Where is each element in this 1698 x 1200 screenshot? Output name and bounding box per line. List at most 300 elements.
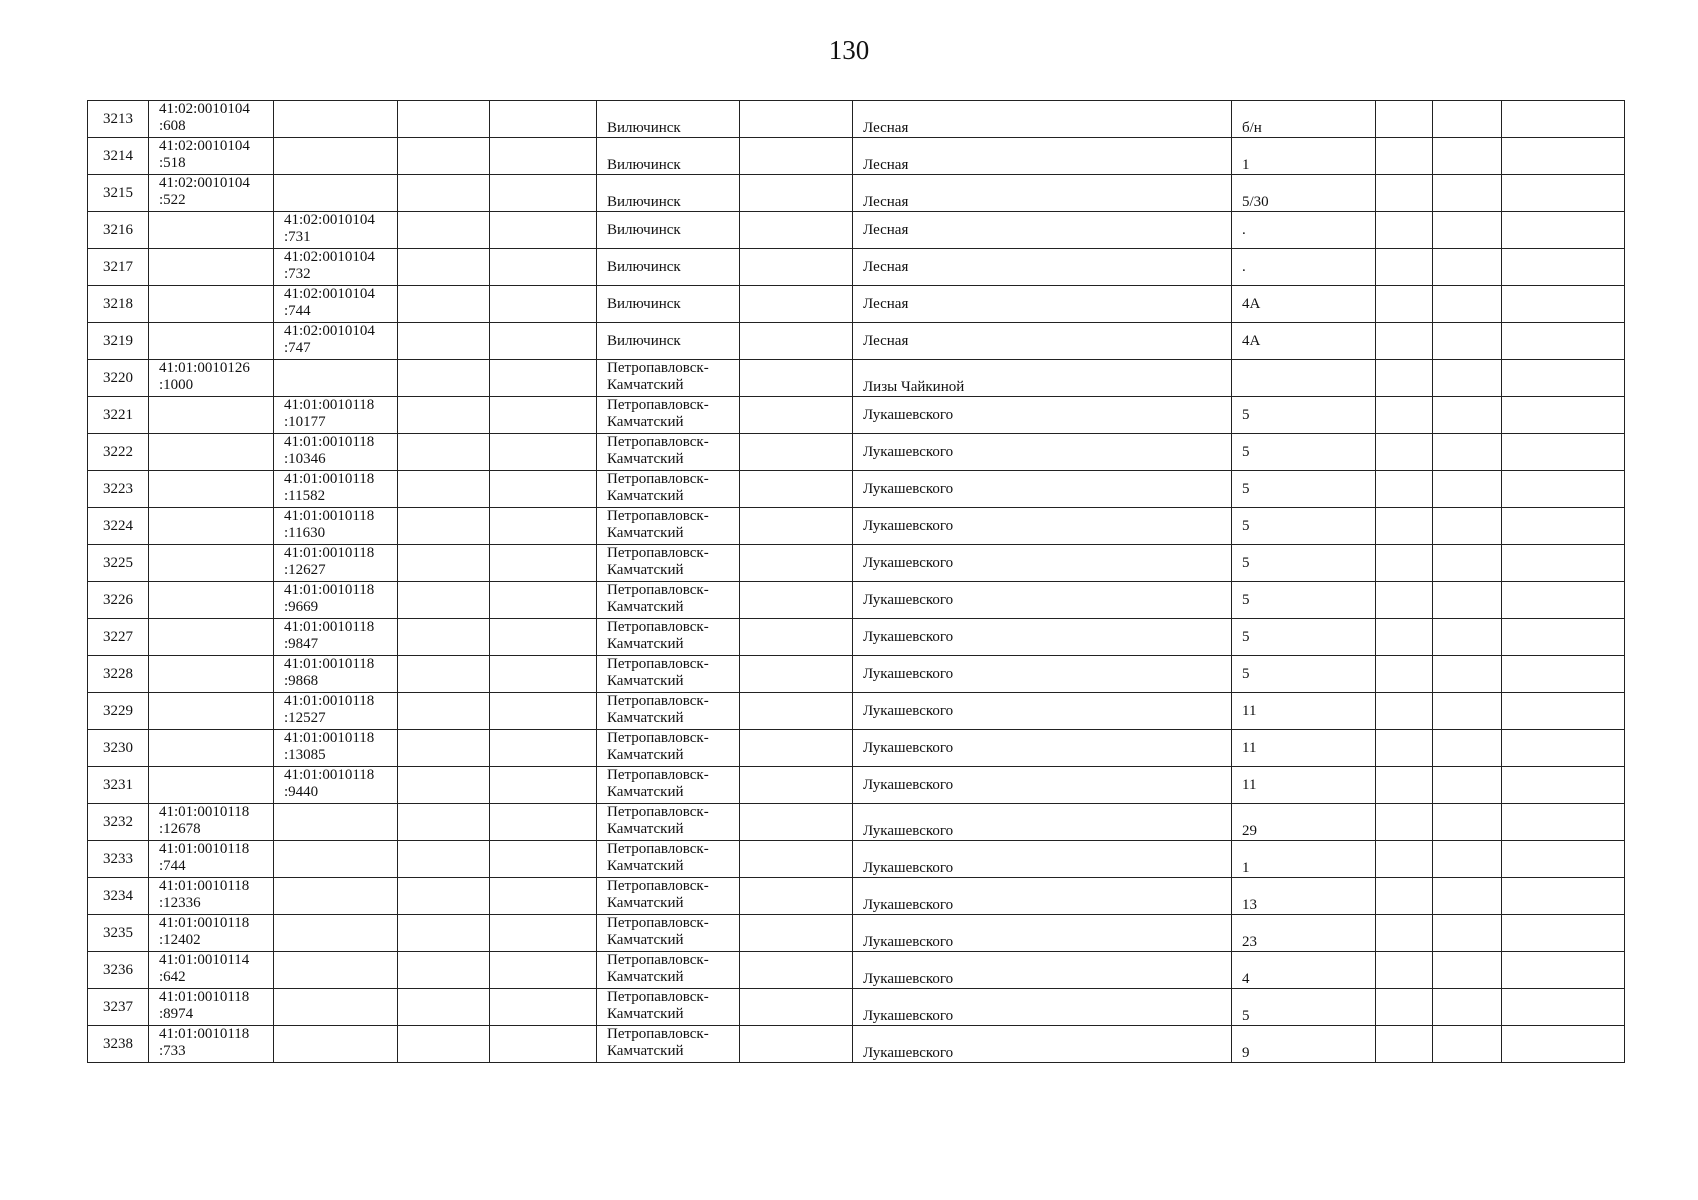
- settlement-cell: [597, 286, 740, 323]
- empty-cell: [1376, 1026, 1433, 1063]
- cadastral-number-primary: [149, 952, 274, 989]
- empty-cell: [1433, 878, 1502, 915]
- house-number-cell: 4А: [1232, 286, 1376, 323]
- cadastral-number-primary: [149, 582, 274, 619]
- house-number-cell: 5/30: [1232, 175, 1376, 212]
- empty-cell: [1502, 508, 1625, 545]
- table-row: [88, 767, 1625, 804]
- settlement-line: Петропавловск-: [607, 471, 709, 487]
- cadastral-number-line: 41:01:0010118: [284, 508, 375, 524]
- empty-cell: [1502, 286, 1625, 323]
- settlement-line: Вилючинск: [607, 194, 681, 210]
- empty-cell: [740, 175, 853, 212]
- street-cell: Лесная: [853, 101, 1232, 138]
- empty-cell: [1502, 878, 1625, 915]
- street-cell: Лукашевского: [853, 656, 1232, 693]
- empty-cell: [1502, 323, 1625, 360]
- table-row: [88, 952, 1625, 989]
- cadastral-number-primary: [149, 397, 274, 434]
- empty-cell: [1502, 434, 1625, 471]
- settlement-line: Петропавловск-: [607, 878, 709, 894]
- empty-cell: [1502, 545, 1625, 582]
- street-cell: Лесная: [853, 175, 1232, 212]
- cadastral-number-secondary: [274, 545, 398, 582]
- settlement-line: Камчатский: [607, 858, 684, 874]
- settlement-cell: [597, 952, 740, 989]
- empty-cell: [1433, 360, 1502, 397]
- empty-cell: [1502, 582, 1625, 619]
- empty-cell: [740, 989, 853, 1026]
- empty-cell: [740, 1026, 853, 1063]
- cadastral-number-line: 41:01:0010118: [284, 767, 375, 783]
- house-number-cell: 5: [1232, 545, 1376, 582]
- empty-cell: [1433, 323, 1502, 360]
- empty-cell: [398, 878, 490, 915]
- empty-cell: [398, 619, 490, 656]
- settlement-line: Вилючинск: [607, 221, 681, 238]
- street-cell: Лукашевского: [853, 952, 1232, 989]
- settlement-cell: [597, 989, 740, 1026]
- settlement-line: Петропавловск-: [607, 656, 709, 672]
- cadastral-number-secondary: [274, 878, 398, 915]
- cadastral-number-secondary: [274, 249, 398, 286]
- row-number: 3222: [88, 434, 149, 471]
- house-number-cell: 5: [1232, 471, 1376, 508]
- settlement-line: Камчатский: [607, 599, 684, 615]
- settlement-cell: [597, 878, 740, 915]
- empty-cell: [740, 212, 853, 249]
- street-cell: Лукашевского: [853, 730, 1232, 767]
- settlement-line: Вилючинск: [607, 332, 681, 349]
- street-cell: Лукашевского: [853, 582, 1232, 619]
- cadastral-number-line: 41:01:0010118: [284, 545, 375, 561]
- empty-cell: [1376, 323, 1433, 360]
- empty-cell: [1502, 952, 1625, 989]
- empty-cell: [1433, 804, 1502, 841]
- empty-cell: [740, 286, 853, 323]
- empty-cell: [490, 471, 597, 508]
- row-number: 3224: [88, 508, 149, 545]
- empty-cell: [490, 397, 597, 434]
- empty-cell: [1433, 286, 1502, 323]
- house-number-cell: 5: [1232, 989, 1376, 1026]
- cadastral-number-line: 41:01:0010118: [159, 841, 250, 857]
- empty-cell: [490, 878, 597, 915]
- row-number: 3229: [88, 693, 149, 730]
- empty-cell: [1376, 952, 1433, 989]
- cadastral-number-line: :744: [159, 858, 186, 874]
- empty-cell: [740, 360, 853, 397]
- empty-cell: [490, 175, 597, 212]
- street-cell: Лукашевского: [853, 841, 1232, 878]
- cadastral-number-line: :9847: [284, 636, 319, 652]
- empty-cell: [1433, 508, 1502, 545]
- empty-cell: [490, 693, 597, 730]
- empty-cell: [1376, 249, 1433, 286]
- empty-cell: [1376, 360, 1433, 397]
- settlement-line: Петропавловск-: [607, 508, 709, 524]
- empty-cell: [740, 397, 853, 434]
- settlement-cell: [597, 619, 740, 656]
- cadastral-number-line: :9669: [284, 599, 319, 615]
- empty-cell: [1502, 841, 1625, 878]
- cadastral-number-primary: [149, 656, 274, 693]
- empty-cell: [1376, 212, 1433, 249]
- street-cell: Лукашевского: [853, 397, 1232, 434]
- empty-cell: [1502, 249, 1625, 286]
- empty-cell: [398, 101, 490, 138]
- cadastral-number-line: :10346: [284, 451, 326, 467]
- empty-cell: [398, 915, 490, 952]
- row-number: 3223: [88, 471, 149, 508]
- settlement-line: Камчатский: [607, 1043, 684, 1059]
- table-row: [88, 989, 1625, 1026]
- cadastral-number-secondary: [274, 1026, 398, 1063]
- empty-cell: [1433, 767, 1502, 804]
- settlement-line: Петропавловск-: [607, 915, 709, 931]
- empty-cell: [398, 804, 490, 841]
- settlement-line: Камчатский: [607, 525, 684, 541]
- empty-cell: [490, 582, 597, 619]
- house-number-cell: 11: [1232, 693, 1376, 730]
- empty-cell: [1376, 582, 1433, 619]
- settlement-line: Камчатский: [607, 747, 684, 763]
- empty-cell: [740, 952, 853, 989]
- empty-cell: [398, 286, 490, 323]
- empty-cell: [398, 582, 490, 619]
- table-row: [88, 582, 1625, 619]
- settlement-line: Петропавловск-: [607, 730, 709, 746]
- table-row: [88, 804, 1625, 841]
- row-number: 3216: [88, 212, 149, 249]
- row-number: 3232: [88, 804, 149, 841]
- cadastral-number-secondary: [274, 841, 398, 878]
- cadastral-number-primary: [149, 323, 274, 360]
- cadastral-number-secondary: [274, 952, 398, 989]
- table-row: [88, 101, 1625, 138]
- table-row: [88, 619, 1625, 656]
- cadastral-number-line: 41:01:0010118: [284, 582, 375, 598]
- street-cell: Лесная: [853, 138, 1232, 175]
- settlement-cell: [597, 656, 740, 693]
- cadastral-number-secondary: [274, 730, 398, 767]
- house-number-cell: 1: [1232, 841, 1376, 878]
- empty-cell: [1376, 175, 1433, 212]
- row-number: 3236: [88, 952, 149, 989]
- cadastral-number-secondary: [274, 656, 398, 693]
- house-number-cell: 5: [1232, 508, 1376, 545]
- cadastral-number-line: :518: [159, 155, 186, 171]
- empty-cell: [398, 397, 490, 434]
- empty-cell: [398, 508, 490, 545]
- page-number: 130: [828, 35, 870, 65]
- row-number: 3227: [88, 619, 149, 656]
- empty-cell: [1376, 545, 1433, 582]
- cadastral-number-line: 41:01:0010126: [159, 360, 250, 376]
- cadastral-number-line: 41:01:0010118: [284, 656, 375, 672]
- empty-cell: [1433, 101, 1502, 138]
- empty-cell: [740, 730, 853, 767]
- settlement-line: Камчатский: [607, 636, 684, 652]
- empty-cell: [398, 767, 490, 804]
- settlement-line: Камчатский: [607, 710, 684, 726]
- house-number-cell: .: [1232, 249, 1376, 286]
- street-cell: Лукашевского: [853, 545, 1232, 582]
- cadastral-number-line: 41:01:0010118: [284, 397, 375, 413]
- empty-cell: [1502, 619, 1625, 656]
- empty-cell: [398, 360, 490, 397]
- cadastral-number-primary: [149, 545, 274, 582]
- cadastral-number-line: 41:01:0010118: [159, 804, 250, 820]
- empty-cell: [1376, 619, 1433, 656]
- house-number-cell: .: [1232, 212, 1376, 249]
- settlement-cell: [597, 693, 740, 730]
- row-number: 3235: [88, 915, 149, 952]
- row-number: 3238: [88, 1026, 149, 1063]
- cadastral-number-line: 41:01:0010118: [159, 878, 250, 894]
- empty-cell: [1376, 397, 1433, 434]
- cadastral-number-line: :9868: [284, 673, 319, 689]
- empty-cell: [1433, 1026, 1502, 1063]
- empty-cell: [1433, 397, 1502, 434]
- cadastral-number-primary: [149, 989, 274, 1026]
- cadastral-number-secondary: [274, 323, 398, 360]
- cadastral-number-primary: [149, 619, 274, 656]
- settlement-cell: [597, 323, 740, 360]
- empty-cell: [1502, 915, 1625, 952]
- empty-cell: [740, 471, 853, 508]
- empty-cell: [398, 952, 490, 989]
- empty-cell: [490, 841, 597, 878]
- settlement-line: Петропавловск-: [607, 952, 709, 968]
- settlement-cell: [597, 841, 740, 878]
- settlement-line: Петропавловск-: [607, 545, 709, 561]
- empty-cell: [1433, 952, 1502, 989]
- settlement-line: Вилючинск: [607, 258, 681, 275]
- empty-cell: [1433, 212, 1502, 249]
- street-cell: Лукашевского: [853, 471, 1232, 508]
- cadastral-number-line: :1000: [159, 377, 194, 393]
- cadastral-number-primary: [149, 1026, 274, 1063]
- cadastral-number-line: 41:02:0010104: [159, 138, 250, 154]
- street-cell: Лукашевского: [853, 878, 1232, 915]
- row-number: 3234: [88, 878, 149, 915]
- cadastral-number-line: :11582: [284, 488, 326, 504]
- cadastral-number-secondary: [274, 212, 398, 249]
- row-number: 3225: [88, 545, 149, 582]
- empty-cell: [398, 471, 490, 508]
- cadastral-number-secondary: [274, 360, 398, 397]
- table-body: [88, 101, 1625, 1063]
- table-row: [88, 656, 1625, 693]
- settlement-line: Камчатский: [607, 562, 684, 578]
- empty-cell: [490, 249, 597, 286]
- empty-cell: [740, 101, 853, 138]
- cadastral-number-primary: [149, 804, 274, 841]
- empty-cell: [1433, 175, 1502, 212]
- empty-cell: [490, 767, 597, 804]
- street-cell: Лесная: [853, 286, 1232, 323]
- empty-cell: [740, 138, 853, 175]
- empty-cell: [740, 804, 853, 841]
- cadastral-number-primary: [149, 841, 274, 878]
- settlement-cell: [597, 397, 740, 434]
- empty-cell: [398, 249, 490, 286]
- street-cell: Лукашевского: [853, 989, 1232, 1026]
- cadastral-number-secondary: [274, 101, 398, 138]
- row-number: 3226: [88, 582, 149, 619]
- cadastral-number-line: 41:01:0010118: [159, 915, 250, 931]
- house-number-cell: [1232, 360, 1376, 397]
- empty-cell: [740, 323, 853, 360]
- empty-cell: [740, 434, 853, 471]
- cadastral-number-line: :732: [284, 266, 311, 282]
- empty-cell: [490, 915, 597, 952]
- empty-cell: [1502, 101, 1625, 138]
- cadastral-number-line: 41:02:0010104: [284, 249, 375, 265]
- empty-cell: [490, 286, 597, 323]
- empty-cell: [1502, 138, 1625, 175]
- empty-cell: [740, 249, 853, 286]
- table-row: [88, 471, 1625, 508]
- empty-cell: [1502, 767, 1625, 804]
- cadastral-number-line: :12336: [159, 895, 201, 911]
- cadastral-number-primary: [149, 212, 274, 249]
- cadastral-number-primary: [149, 915, 274, 952]
- empty-cell: [1376, 138, 1433, 175]
- settlement-line: Вилючинск: [607, 157, 681, 173]
- empty-cell: [1433, 249, 1502, 286]
- settlement-line: Петропавловск-: [607, 619, 709, 635]
- street-cell: Лукашевского: [853, 915, 1232, 952]
- cadastral-number-secondary: [274, 989, 398, 1026]
- empty-cell: [1433, 915, 1502, 952]
- house-number-cell: 23: [1232, 915, 1376, 952]
- settlement-cell: [597, 804, 740, 841]
- empty-cell: [1376, 915, 1433, 952]
- cadastral-number-secondary: [274, 804, 398, 841]
- cadastral-number-line: :608: [159, 118, 186, 134]
- row-number: 3231: [88, 767, 149, 804]
- empty-cell: [1502, 175, 1625, 212]
- empty-cell: [1433, 693, 1502, 730]
- table-row: [88, 878, 1625, 915]
- empty-cell: [490, 138, 597, 175]
- house-number-cell: 4А: [1232, 323, 1376, 360]
- cadastral-number-primary: [149, 360, 274, 397]
- empty-cell: [740, 915, 853, 952]
- house-number-cell: 11: [1232, 730, 1376, 767]
- cadastral-number-line: :13085: [284, 747, 326, 763]
- cadastral-number-line: 41:01:0010118: [284, 730, 375, 746]
- empty-cell: [1376, 878, 1433, 915]
- house-number-cell: б/н: [1232, 101, 1376, 138]
- street-cell: Лесная: [853, 212, 1232, 249]
- cadastral-number-line: :8974: [159, 1006, 194, 1022]
- street-cell: Лукашевского: [853, 804, 1232, 841]
- empty-cell: [398, 841, 490, 878]
- empty-cell: [1502, 360, 1625, 397]
- empty-cell: [1376, 989, 1433, 1026]
- house-number-cell: 29: [1232, 804, 1376, 841]
- settlement-line: Петропавловск-: [607, 434, 709, 450]
- empty-cell: [740, 508, 853, 545]
- street-cell: Лукашевского: [853, 434, 1232, 471]
- empty-cell: [398, 545, 490, 582]
- settlement-line: Петропавловск-: [607, 397, 709, 413]
- street-cell: Лизы Чайкиной: [853, 360, 1232, 397]
- cadastral-number-line: :747: [284, 340, 311, 356]
- settlement-cell: [597, 1026, 740, 1063]
- cadastral-number-primary: [149, 175, 274, 212]
- empty-cell: [740, 582, 853, 619]
- settlement-cell: [597, 508, 740, 545]
- cadastral-number-line: :12678: [159, 821, 201, 837]
- empty-cell: [1433, 582, 1502, 619]
- cadastral-number-secondary: [274, 286, 398, 323]
- settlement-line: Камчатский: [607, 895, 684, 911]
- cadastral-number-line: 41:02:0010104: [159, 175, 250, 191]
- table-row: [88, 915, 1625, 952]
- cadastral-number-primary: [149, 434, 274, 471]
- settlement-line: Камчатский: [607, 488, 684, 504]
- empty-cell: [1376, 101, 1433, 138]
- house-number-cell: 5: [1232, 582, 1376, 619]
- cadastral-number-primary: [149, 101, 274, 138]
- street-cell: Лесная: [853, 249, 1232, 286]
- empty-cell: [490, 101, 597, 138]
- empty-cell: [398, 693, 490, 730]
- settlement-line: Петропавловск-: [607, 841, 709, 857]
- row-number: 3214: [88, 138, 149, 175]
- row-number: 3213: [88, 101, 149, 138]
- empty-cell: [490, 619, 597, 656]
- settlement-cell: [597, 175, 740, 212]
- cadastral-number-primary: [149, 508, 274, 545]
- empty-cell: [740, 841, 853, 878]
- empty-cell: [1433, 434, 1502, 471]
- cadastral-number-secondary: [274, 508, 398, 545]
- empty-cell: [1376, 656, 1433, 693]
- settlement-cell: [597, 101, 740, 138]
- table-row: [88, 693, 1625, 730]
- row-number: 3218: [88, 286, 149, 323]
- empty-cell: [740, 693, 853, 730]
- settlement-cell: [597, 471, 740, 508]
- cadastral-number-secondary: [274, 582, 398, 619]
- cadastral-number-line: :12527: [284, 710, 326, 726]
- empty-cell: [398, 989, 490, 1026]
- cadastral-number-primary: [149, 878, 274, 915]
- settlement-cell: [597, 915, 740, 952]
- settlement-line: Камчатский: [607, 377, 684, 393]
- empty-cell: [1502, 693, 1625, 730]
- settlement-cell: [597, 249, 740, 286]
- empty-cell: [1376, 508, 1433, 545]
- cadastral-number-line: 41:01:0010114: [159, 952, 250, 968]
- empty-cell: [398, 175, 490, 212]
- empty-cell: [1433, 730, 1502, 767]
- cadastral-number-line: 41:02:0010104: [284, 286, 375, 302]
- settlement-line: Камчатский: [607, 932, 684, 948]
- house-number-cell: 5: [1232, 434, 1376, 471]
- empty-cell: [1433, 471, 1502, 508]
- table-row: [88, 545, 1625, 582]
- cadastral-number-line: :642: [159, 969, 186, 985]
- empty-cell: [1502, 730, 1625, 767]
- empty-cell: [740, 767, 853, 804]
- street-cell: Лукашевского: [853, 508, 1232, 545]
